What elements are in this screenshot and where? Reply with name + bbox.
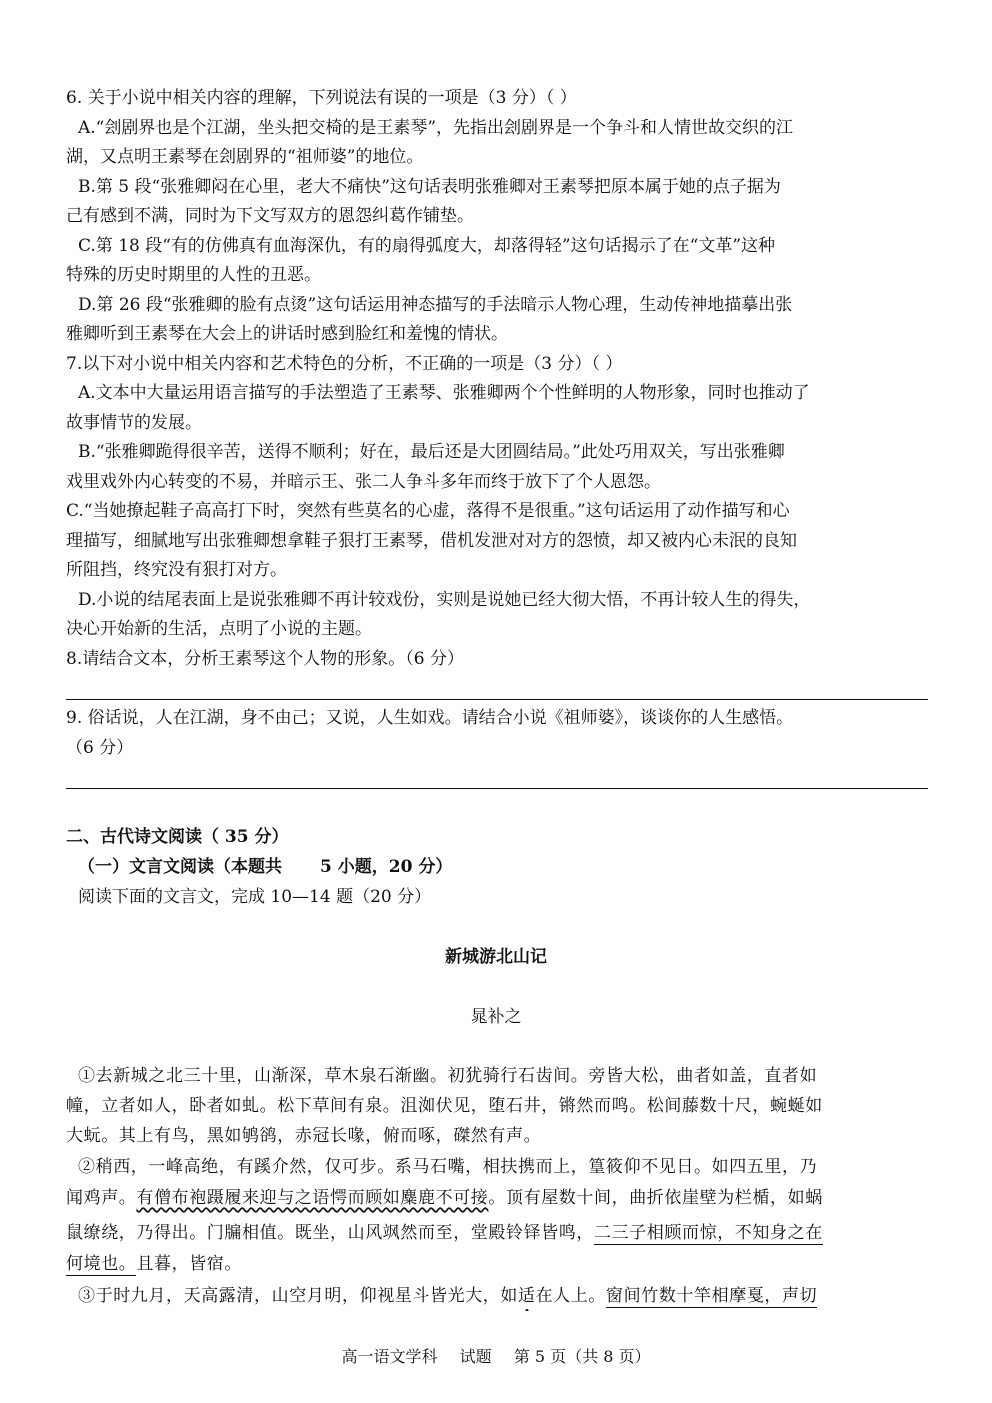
passage-p2-line4-b: 且暮，皆宿。: [136, 1254, 243, 1274]
q9-stem-line2: （6 分）: [66, 738, 134, 758]
q6-option-c-line1: C.第 18 段“有的仿佛真有血海深仇，有的扇得弧度大，却落得轻”这句话揭示了在“文革”这种: [78, 236, 776, 256]
q6-option-c-line2: 特殊的历史时期里的人性的丑恶。: [66, 265, 321, 285]
wavy-underlined-sentence: 有僧布袍蹑履来迎与之语愕而顾如麋鹿不可接: [136, 1188, 489, 1208]
passage-p2-line3: [66, 1222, 928, 1248]
passage-p2-line2-c: 。顶有屋数十间，曲折依崖壁为栏楯，如蜗: [488, 1188, 823, 1208]
passage-p2-line2-a: 闻鸡声。: [66, 1188, 137, 1208]
underlined-sentence-part2: 何境也。: [66, 1254, 137, 1274]
q9-answer-line: [66, 788, 928, 789]
q7-option-c-line2: 理描写，细腻地写出张雅卿想拿鞋子狠打王素琴，借机发泄对对方的怨愤，却又被内心未泯的良知: [66, 531, 797, 551]
passage-p1-line1: ①去新城之北三十里，山渐深，草木泉石渐幽。初犹骑行石齿间。旁皆大松，曲者如盖，直者如: [78, 1066, 818, 1086]
footer-type: 试题: [459, 1347, 492, 1366]
q7-option-b-line2: 戏里戏外内心转变的不易，并暗示王、张二人争斗多年而终于放下了个人恩怨。: [66, 472, 661, 492]
passage-title: 新城游北山记: [445, 947, 547, 967]
q6-option-b-line2: 己有感到不满，同时为下文写双方的恩怨纠葛作铺垫。: [66, 206, 474, 226]
passage-p3-line1-c: 在人上。: [535, 1286, 607, 1306]
q8-answer-line: [66, 699, 928, 700]
subsection-title-part1: （一）文言文阅读（本题共: [78, 857, 282, 877]
passage-p2-line3-a: 鼠缭绕，乃得出。门牖相值。既坐，山风飒然而至，堂殿铃铎皆鸣，: [66, 1223, 594, 1243]
q8-stem: 8.请结合文本，分析王素琴这个人物的形象。（6 分）: [66, 649, 464, 669]
underlined-sentence-part1: 二三子相顾而惊，不知身之在: [594, 1223, 823, 1243]
q7-option-b-line1: B.“张雅卿跪得很辛苦，送得不顺利；好在，最后还是大团圆结局。”此处巧用双关，写出张雅卿: [78, 442, 785, 462]
q6-option-d-line1: D.第 26 段“张雅卿的脸有点烫”这句话运用神态描写的手法暗示人物心理，生动传神地描摹出张: [78, 295, 793, 315]
passage-p2-line1: ②稍西，一峰高绝，有蹊介然，仅可步。系马石嘴，相扶携而上，篁筱仰不见日。如四五里，乃: [78, 1157, 818, 1177]
q7-option-c-line3: 所阻挡，终究没有狠打对方。: [66, 560, 287, 580]
subsection-title-part2: 5 小题，20 分）: [320, 857, 453, 877]
passage-p3-line1-a: ③于时九月，天高露清，山空月明，仰视星斗皆光大，如: [78, 1286, 518, 1306]
q7-option-a-line2: 故事情节的发展。: [66, 413, 202, 433]
passage-p1-line3: 大蚖。其上有鸟，黑如鸲鹆，赤冠长喙，俯而啄，磔然有声。: [66, 1126, 542, 1146]
q6-option-a-line2: 湖，又点明王素琴在刽剧界的“祖师婆”的地位。: [66, 147, 424, 167]
q7-option-c-line1: C.“当她撩起鞋子高高打下时，突然有些莫名的心虚，落得不是很重。”这句话运用了动作描写和心: [66, 501, 790, 521]
passage-p3-line1: [78, 1285, 928, 1311]
q6-stem: 6. 关于小说中相关内容的理解，下列说法有误的一项是（3 分）（ ）: [66, 88, 577, 108]
underlined-sentence-3: 窗间竹数十竿相摩戛，声切: [606, 1286, 818, 1306]
subsection-title: [78, 856, 928, 878]
q7-option-a-line1: A.文本中大量运用语言描写的手法塑造了王素琴、张雅卿两个个性鲜明的人物形象，同时也推动了: [78, 383, 810, 403]
passage-p2-line4: [66, 1253, 928, 1279]
q7-option-d-line2: 决心开始新的生活，点明了小说的主题。: [66, 619, 372, 639]
passage-author: 晁补之: [470, 1007, 522, 1027]
q6-option-a-line1: A.“刽剧界也是个江湖，坐头把交椅的是王素琴”，先指出刽剧界是一个争斗和人情世故交织的江: [78, 118, 794, 138]
footer-page-number: 第 5 页（共 8 页）: [513, 1347, 651, 1366]
passage-p2-line2: [66, 1187, 928, 1213]
passage-p1-line2: 幢，立者如人，卧者如虬。松下草间有泉。沮洳伏见，堕石井，锵然而鸣。松间藤数十尺，蜿蜒如: [66, 1096, 823, 1116]
q7-option-d-line1: D.小说的结尾表面上是说张雅卿不再计较戏份，实则是说她已经大彻大悟，不再计较人生的得失，: [78, 590, 811, 610]
footer-subject: 高一语文学科: [341, 1347, 438, 1366]
dotted-char: 适: [518, 1286, 536, 1306]
section-title: 二、古代诗文阅读（ 35 分）: [66, 827, 289, 847]
q6-option-d-line2: 雅卿听到王素琴在大会上的讲话时感到脸红和羞愧的情状。: [66, 324, 508, 344]
reading-instruction: 阅读下面的文言文，完成 10—14 题（20 分）: [78, 887, 432, 907]
page-footer: [0, 1346, 992, 1368]
q7-stem: 7.以下对小说中相关内容和艺术特色的分析，不正确的一项是（3 分）（ ）: [66, 354, 623, 374]
q6-option-b-line1: B.第 5 段“张雅卿闷在心里，老大不痛快”这句话表明张雅卿对王素琴把原本属于她的点子据为: [78, 177, 781, 197]
q9-stem-line1: 9. 俗话说，人在江湖，身不由己；又说，人生如戏。请结合小说《祖师婆》，谈谈你的人生感悟。: [66, 708, 794, 728]
